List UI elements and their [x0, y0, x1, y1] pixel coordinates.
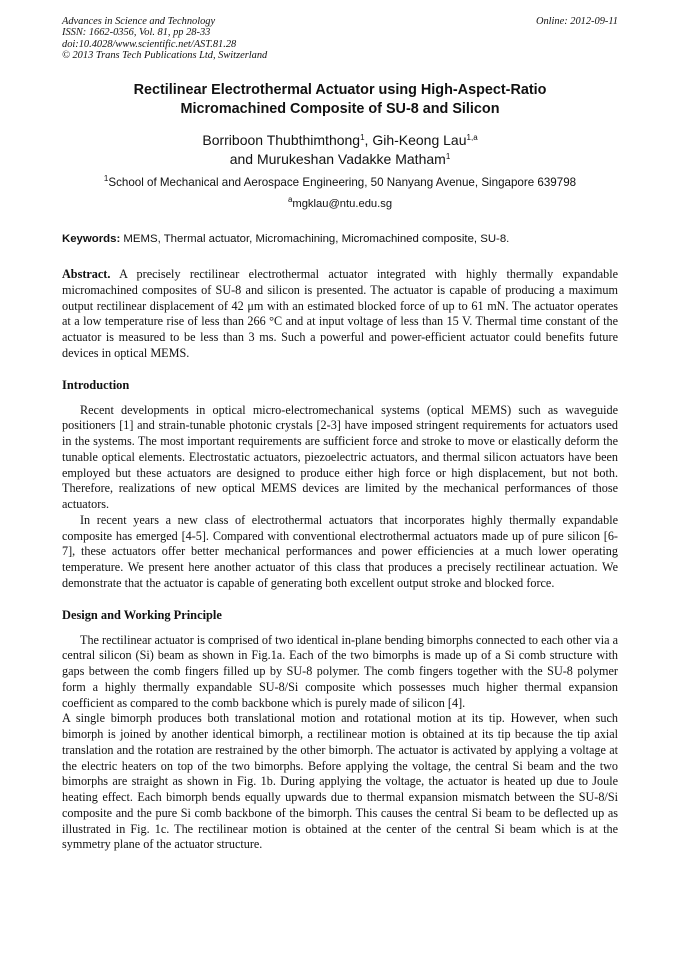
keywords-label: Keywords:	[62, 233, 121, 245]
copyright-line: © 2013 Trans Tech Publications Ltd, Switzerland	[62, 50, 268, 62]
abstract-text: A precisely rectilinear electrothermal actuator integrated with highly thermally expandable micromachined composites of SU-8 and silicon is presented. The actuator is capable of producing a maximum output rectilinear displacement of 42 μm with an estimated blocked force of up to 61 mN. The actuator operates at a low temperature rise of less than 266 °C and at input voltage of less than 15 V. Thermal time constant of the actuator is measured to be less than 3 ms. Such a powerful and power-efficient actuator could benefits future devices in optical MEMS.	[62, 267, 618, 360]
introduction-paragraph-1: Recent developments in optical micro-electromechanical systems (optical MEMS) such as waveguide positioners [1] and strain-tunable photonic crystals [2-3] have imposed stringent requirements for actuators used in the systems. The most important requirements are sufficient force and stroke to move or elastically deform the tunable optical elements. Electrostatic actuators, piezoelectric actuators, and thermal silicon actuators have been employed but these actuators are designed to produce either high force or high displacement, but not both. Therefore, realizations of new optical MEMS devices are limited by the mechanical performances of those actuators.	[62, 402, 618, 511]
author-line-1	[62, 131, 618, 150]
title-line-1: Rectilinear Electrothermal Actuator using High-Aspect-Ratio	[133, 82, 547, 98]
author-2: Gih-Keong Lau	[372, 132, 467, 148]
design-paragraph-2: A single bimorph produces both translational motion and rotational motion at its tip. However, when such bimorph is joined by another identical bimorph, a rectilinear motion is obtained at its tip because the tip axial translation and the rotation are restrained by the other bimorph. The actuator is activated by applying a voltage at the electric heaters on top of the two bimorphs. Before applying the voltage, the central Si beam and the two bimorphs are straight as shown in Fig. 1b. During applying the voltage, the actuator is heated up due to Joule heating effect. Each bimorph bends equally upwards due to thermal expansion mismatch between the SU-8/Si composite and the pure Si comb backbone of the bimorph. This causes the central Si beam to be deflected up as illustrated in Fig. 1c. The rectilinear motion is obtained at the center of the central Si beam which is at the symmetry plane of the actuator structure.	[62, 711, 618, 852]
journal-name: Advances in Science and Technology	[62, 16, 216, 27]
keywords-text: MEMS, Thermal actuator, Micromachining, Micromachined composite, SU-8.	[123, 233, 510, 245]
author-3-prefix: and	[229, 150, 257, 167]
email-address[interactable]: mgklau@ntu.edu.sg	[292, 198, 393, 210]
author-3-affil-mark: 1	[445, 151, 451, 161]
email-mark: a	[287, 195, 293, 204]
author-line-2	[62, 150, 618, 169]
author-separator: ,	[364, 132, 373, 148]
author-1-affil-mark: 1	[360, 133, 365, 142]
author-1: Borriboon Thubthimthong	[202, 132, 361, 148]
affiliation-text: School of Mechanical and Aerospace Engineering, 50 Nanyang Avenue, Singapore 639798	[108, 176, 577, 189]
introduction-paragraph-2: In recent years a new class of electrothermal actuators that incorporates highly thermally expandable composite has emerged [4-5]. Compared with conventional electrothermal actuators made up of pure silicon [6-7], these actuators offer better mechanical performances and power efficiencies at a much lower operating temperature. We present here another actuator of this class that produces a precisely rectilinear actuation. We demonstrate that the actuator is capable of generating both excellent output stroke and blocked force.	[62, 512, 618, 590]
online-date: Online: 2012-09-11	[535, 16, 618, 27]
design-paragraph-1: The rectilinear actuator is comprised of two identical in-plane bending bimorphs connected to each other via a central silicon (Si) beam as shown in Fig.1a. Each of the two bimorphs is made up of a Si comb structure with gaps between the comb fingers filled up by SU-8 polymer. The comb fingers together with the SU-8 polymer form a highly thermally expandable SU-8/Si composite which possesses much higher thermal expansion coefficient as compared to the comb backbone which is purely made of silicon [4].	[62, 632, 618, 710]
introduction-heading: Introduction	[62, 377, 130, 392]
abstract-label: Abstract.	[62, 267, 111, 281]
abstract	[62, 267, 618, 362]
author-list	[62, 131, 618, 168]
design-heading: Design and Working Principle	[62, 607, 222, 622]
journal-header	[62, 16, 618, 62]
affiliation	[62, 176, 618, 190]
author-2-affil-mark: 1,a	[466, 133, 478, 142]
affiliation-mark: 1	[103, 174, 109, 183]
contact-email	[62, 197, 618, 211]
keywords	[62, 232, 618, 246]
title-line-2: Micromachined Composite of SU-8 and Silicon	[180, 101, 500, 117]
paper-title	[62, 81, 618, 119]
author-3: Murukeshan Vadakke Matham	[256, 150, 446, 167]
doi-line[interactable]: doi:10.4028/www.scientific.net/AST.81.28	[62, 38, 237, 50]
paper-body	[62, 267, 618, 853]
issn-line: ISSN: 1662-0356, Vol. 81, pp 28-33	[62, 27, 211, 39]
